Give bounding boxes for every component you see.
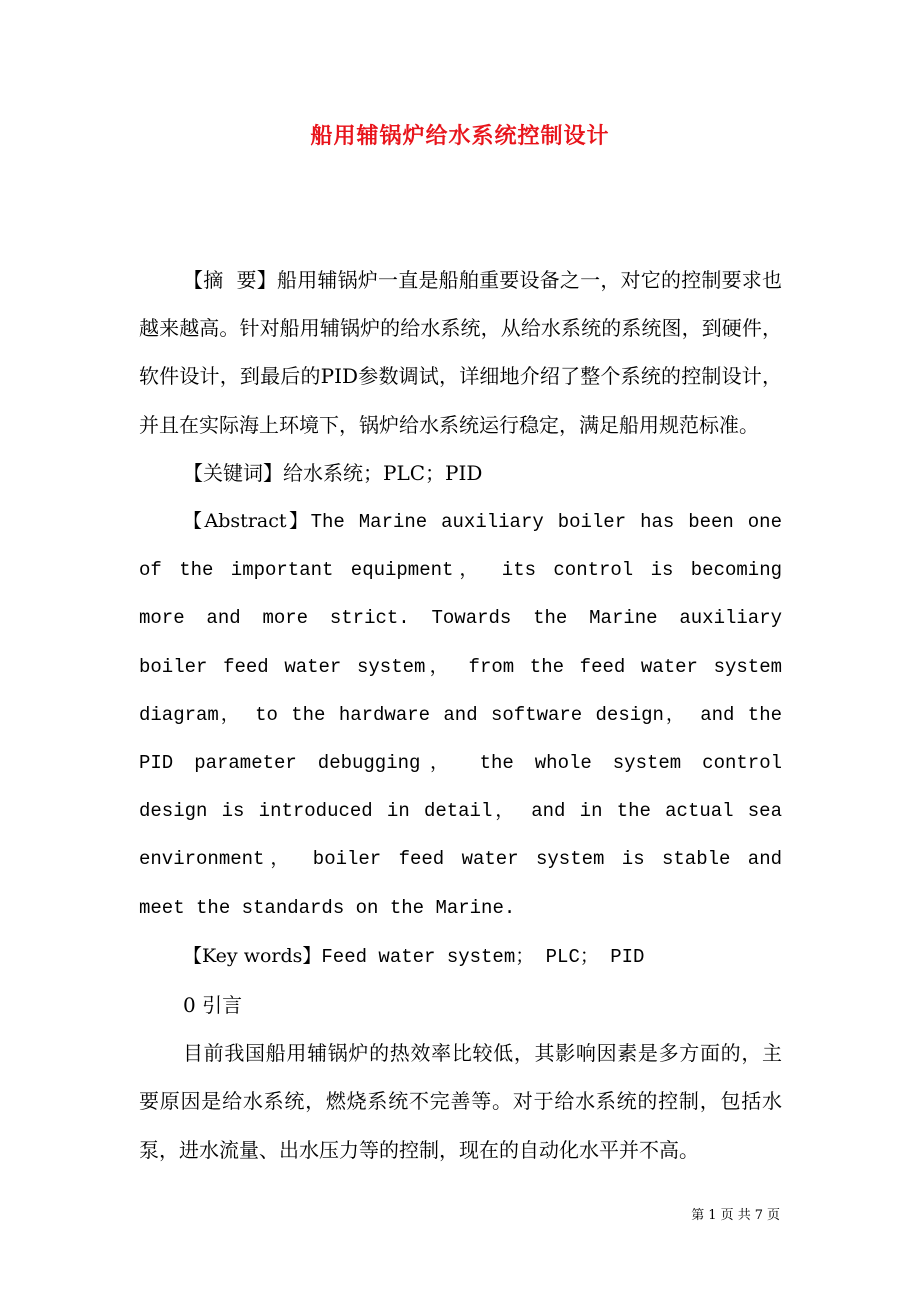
abstract-en-paragraph (139, 497, 782, 932)
footer-page-number: 1 (708, 1208, 717, 1223)
keywords-cn-text: 给水系统；PLC；PID (283, 460, 483, 485)
abstract-en-label: 【Abstract】 (183, 510, 311, 533)
abstract-cn-label: 【摘 要】 (183, 268, 277, 292)
document-title: 船用辅锅炉给水系统控制设计 (310, 123, 610, 149)
footer-page-total: 7 (754, 1208, 763, 1223)
page-footer (0, 1206, 780, 1226)
keywords-en-paragraph (139, 932, 782, 981)
footer-page-suffix: 页 (766, 1208, 780, 1223)
abstract-cn-text: 船用辅锅炉一直是船舶重要设备之一，对它的控制要求也越来越高。针对船用辅锅炉的给水系统，从给水系统的系统图，到硬件，软件设计，到最后的PID参数调试，详细地介绍了整个系统的控制设计，并且在实际海上环境下，锅炉给水系统运行稳定，满足船用规范标准。 (139, 268, 783, 437)
keywords-en-label: 【Key words】 (183, 944, 322, 967)
keywords-en-text: Feed water system； PLC； PID (321, 945, 645, 968)
keywords-cn-label: 【关键词】 (183, 460, 283, 485)
footer-page-prefix: 第 (691, 1208, 705, 1223)
abstract-cn-paragraph (139, 256, 782, 449)
abstract-en-text: The Marine auxiliary boiler has been one of the important equipment， its control is becoming more and more strict. Towards the Marine auxiliary boiler feed water system， from the feed water system diagram， to the hardware and software design， and the PID parameter debugging， the whole system control design is introduced in detail， and in the actual sea environment， boiler feed water system is stable and meet the standards on the Marine. (139, 511, 782, 919)
intro-paragraph: 目前我国船用辅锅炉的热效率比较低，其影响因素是多方面的，主要原因是给水系统，燃烧系统不完善等。对于给水系统的控制，包括水泵，进水流量、出水压力等的控制，现在的自动化水平并不高。 (139, 1041, 782, 1162)
keywords-cn-paragraph (139, 449, 782, 497)
document-body (139, 256, 782, 1174)
footer-page-middle: 页 共 (720, 1208, 751, 1223)
section-heading: 0 引言 (183, 993, 243, 1018)
